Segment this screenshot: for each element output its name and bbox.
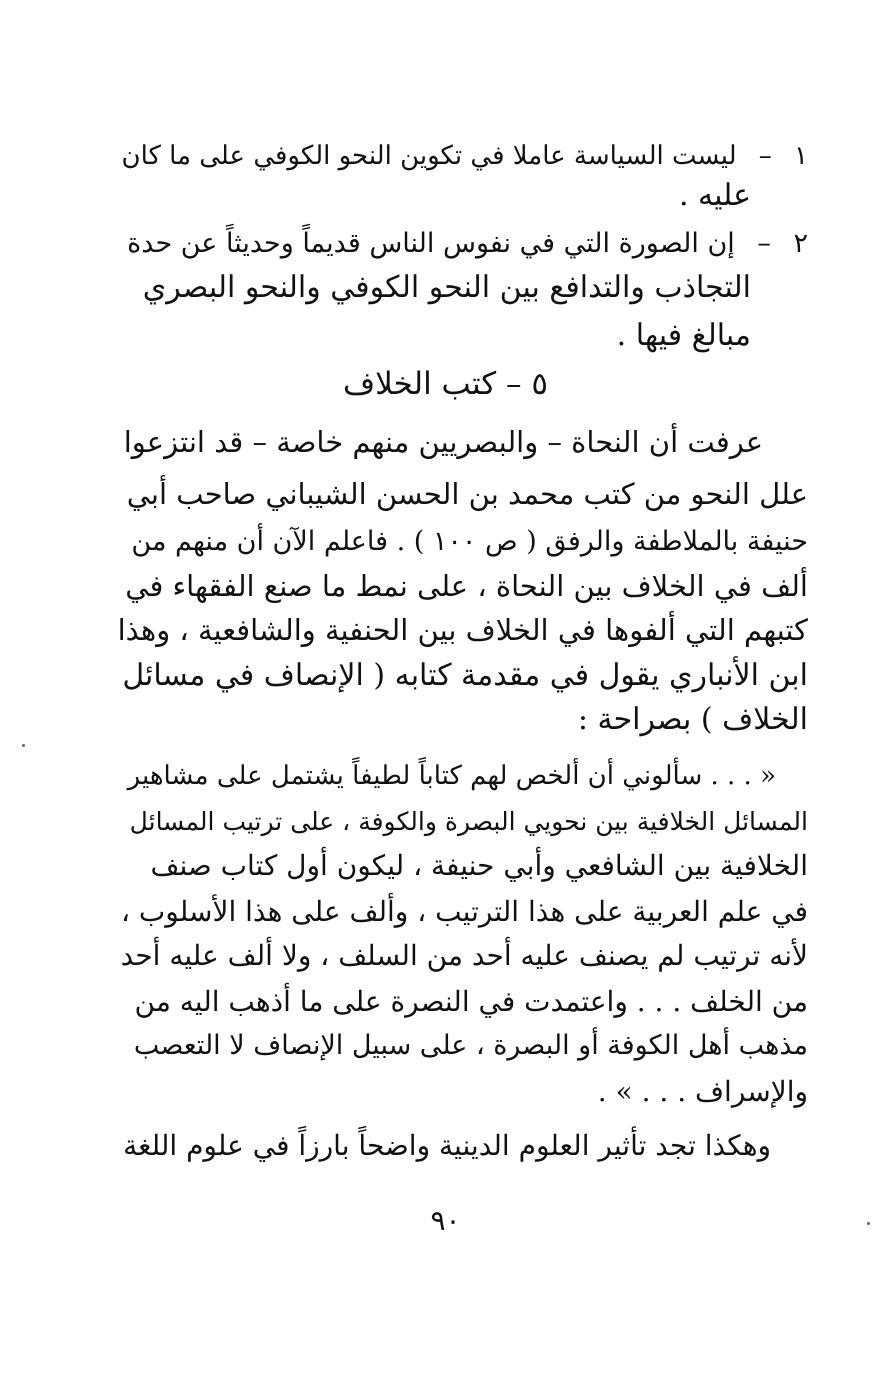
list-item-1-line-1 (121, 136, 808, 176)
quote-line-6: من الخلف . . . واعتمدت في النصرة على ما أذهب اليه من (134, 985, 808, 1018)
paragraph1-line-5: كتبهم التي ألفوها في الخلاف بين الحنفية والشافعية ، وهذا (117, 613, 808, 647)
scan-speck (22, 744, 25, 747)
quote-line-5: لأنه ترتيب لم يصنف عليه أحد من السلف ، ولا ألف عليه أحد (120, 939, 808, 972)
quote-line-8: والإسراف . . . » . (597, 1075, 808, 1108)
list-item-1-line-2: عليه . (678, 178, 751, 213)
quote-line-4: في علم العربية على هذا الترتيب ، وألف على هذا الأسلوب ، (120, 895, 808, 928)
section-heading: ٥ – كتب الخلاف (343, 366, 548, 402)
paragraph1-line-4: ألف في الخلاف بين النحاة ، على نمط ما صنع الفقهاء في (125, 569, 808, 603)
quote-line-7: مذهب أهل الكوفة أو البصرة ، على سبيل الإنصاف لا التعصب (133, 1030, 808, 1061)
list-item-1-text: ليست السياسة عاملا في تكوين النحو الكوفي على ما كان (121, 141, 737, 171)
list-item-2-line-3: مبالغ فيها . (616, 318, 751, 353)
list-item-1-number: ١ (794, 141, 808, 171)
list-item-1-dash: – (758, 141, 772, 171)
list-item-2-line-2: التجاذب والتدافع بين النحو الكوفي والنحو البصري (142, 270, 751, 305)
paragraph1-line-6: ابن الأنباري يقول في مقدمة كتابه ( الإنصاف في مسائل (122, 658, 808, 693)
quote-line-1: « . . . سألوني أن ألخص لهم كتاباً لطيفاً يشتمل على مشاهير (127, 761, 776, 791)
list-item-2-line-1 (127, 224, 808, 264)
paragraph1-line-3: حنيفة بالملاطفة والرفق ( ص ١٠٠ ) . فاعلم الآن أن منهم من (131, 526, 808, 557)
list-item-2-dash: – (757, 228, 771, 259)
scan-speck (867, 1222, 870, 1225)
quote-line-2: المسائل الخلافية بين نحويي البصرة والكوفة ، على ترتيب المسائل (129, 807, 808, 836)
page-number: ٩٠ (430, 1204, 461, 1237)
list-item-2-text: إن الصورة التي في نفوس الناس قديماً وحديثاً عن حدة (127, 228, 735, 259)
paragraph1-line-1: عرفت أن النحاة – والبصريين منهم خاصة – قد انتزعوا (123, 425, 763, 459)
paragraph2-line-1: وهكذا تجد تأثير العلوم الدينية واضحاً بارزاً في علوم اللغة (123, 1129, 771, 1162)
paragraph1-line-7: الخلاف ) بصراحة : (577, 702, 808, 737)
list-item-2-number: ٢ (793, 228, 808, 259)
paragraph1-line-2: علل النحو من كتب محمد بن الحسن الشيباني صاحب أبي (126, 477, 808, 511)
quote-line-3: الخلافية بين الشافعي وأبي حنيفة ، ليكون أول كتاب صنف (150, 849, 808, 882)
